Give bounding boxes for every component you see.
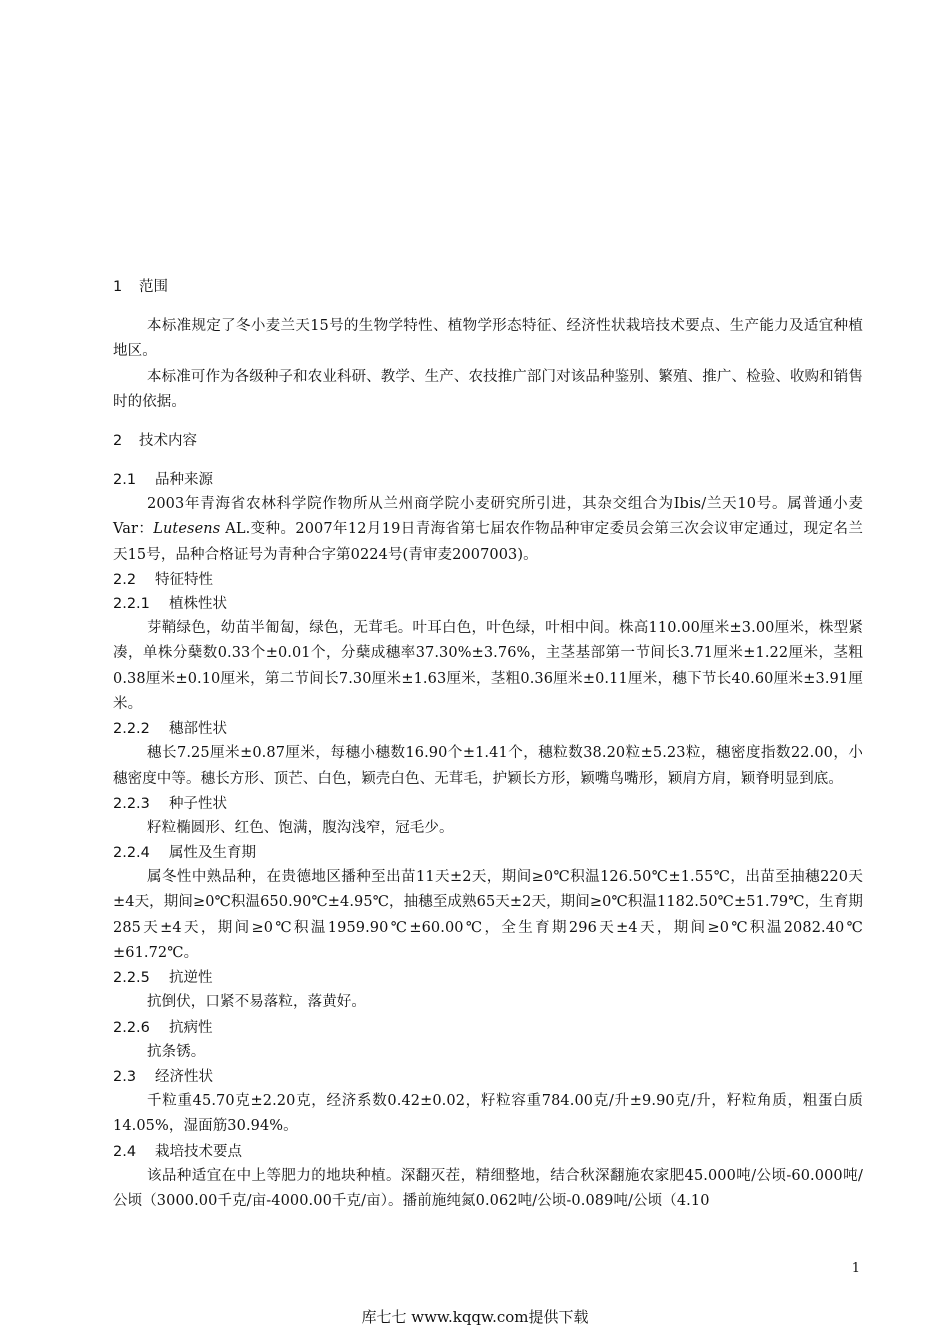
section-number: 2.3 bbox=[113, 1068, 137, 1085]
subsection-heading-spike-traits bbox=[113, 717, 863, 741]
section-number: 2.4 bbox=[113, 1143, 137, 1160]
section-title: 栽培技术要点 bbox=[155, 1143, 242, 1160]
section-number: 2.2.2 bbox=[113, 721, 150, 738]
section-title: 抗逆性 bbox=[169, 970, 213, 987]
subsection-heading-plant-traits bbox=[113, 592, 863, 616]
document-body bbox=[113, 276, 863, 1214]
section-title: 抗病性 bbox=[169, 1019, 213, 1036]
subsection-heading-variety-origin bbox=[113, 468, 863, 492]
seed-traits-paragraph: 籽粒椭圆形、红色、饱满，腹沟浅窄，冠毛少。 bbox=[147, 819, 454, 836]
section-number: 2.2.4 bbox=[113, 845, 150, 862]
section-heading-technical-content bbox=[113, 430, 863, 452]
growth-period-paragraph: 属冬性中熟品种，在贵德地区播种至出苗11天±2天，期间≥0℃积温126.50℃±1.55℃，出苗至抽穗220天±4天，期间≥0℃积温650.90℃±4.95℃，抽穗至成熟65天±2天，期间≥0℃积温1182.50℃±51.79℃，生育期285天±4天，期间≥0℃积温1959.90℃±60.00℃，全生育期296天±4天，期间≥0℃积温2082.40℃±61.72℃。 bbox=[113, 869, 863, 962]
subsection-heading-cultivation bbox=[113, 1140, 863, 1164]
plant-traits-paragraph: 芽鞘绿色，幼苗半匍匐，绿色，无茸毛。叶耳白色，叶色绿，叶相中间。株高110.00厘米±3.00厘米，株型紧凑，单株分蘖数0.33个±0.01个，分蘖成穗率37.30%±3.76%，主茎基部第一节间长3.71厘米±1.22厘米，茎粗0.38厘米±0.10厘米，第二节间长7.30厘米±1.63厘米，茎粗0.36厘米±0.11厘米，穗下节长40.60厘米±3.91厘米。 bbox=[113, 620, 863, 712]
download-footer: 库七七 www.kqqw.com提供下载 bbox=[361, 1308, 589, 1326]
subsection-heading-characteristics bbox=[113, 568, 863, 592]
cultivation-paragraph: 该品种适宜在中上等肥力的地块种植。深翻灭茬，精细整地，结合秋深翻施农家肥45.000吨/公顷-60.000吨/公顷（3000.00千克/亩-4000.00千克/亩）。播前施纯氮0.062吨/公顷-0.089吨/公顷（4.10 bbox=[113, 1167, 863, 1209]
subsection-heading-disease-resistance bbox=[113, 1016, 863, 1040]
section-title: 经济性状 bbox=[155, 1068, 213, 1085]
section-number: 2.2.3 bbox=[113, 795, 150, 812]
section-title: 属性及生育期 bbox=[169, 845, 256, 862]
subsection-heading-stress-resistance bbox=[113, 966, 863, 990]
section-title: 技术内容 bbox=[139, 433, 197, 450]
section-title: 穗部性状 bbox=[169, 721, 227, 738]
section-number: 2.2 bbox=[113, 572, 137, 589]
paragraph-text: 2003年青海省农林科学院作物所从兰州商学院小麦研究所引进，其杂交组合为Ibis/兰天10号。属普通小麦Var： bbox=[113, 496, 863, 538]
disease-resistance-paragraph: 抗条锈。 bbox=[147, 1043, 206, 1060]
subsection-heading-growth-period bbox=[113, 841, 863, 865]
subsection-heading-seed-traits bbox=[113, 792, 863, 816]
section-number: 1 bbox=[113, 279, 123, 295]
subsection-heading-economic-traits bbox=[113, 1065, 863, 1089]
stress-resistance-paragraph: 抗倒伏，口紧不易落粒，落黄好。 bbox=[147, 994, 366, 1011]
section-number: 2.2.1 bbox=[113, 596, 150, 613]
section-title: 植株性状 bbox=[169, 596, 227, 613]
section-title: 品种来源 bbox=[155, 472, 213, 489]
scope-paragraph-1: 本标准规定了冬小麦兰天15号的生物学特性、植物学形态特征、经济性状栽培技术要点、生产能力及适宜种植地区。 bbox=[113, 318, 863, 360]
italic-variety-name: Lutesens bbox=[153, 521, 221, 538]
section-number: 2.2.6 bbox=[113, 1019, 150, 1036]
section-number: 2.2.5 bbox=[113, 970, 150, 987]
section-number: 2.1 bbox=[113, 472, 137, 489]
section-heading-scope bbox=[113, 276, 863, 298]
paragraph-text: AL.变种。2007年12月19日青海省第七届农作物品种审定委员会第三次会议审定通过，现定名兰天15号，品种合格证号为青种合字第0224号(青审麦2007003)。 bbox=[113, 521, 863, 563]
section-title: 特征特性 bbox=[155, 572, 213, 589]
page-number: 1 bbox=[851, 1261, 860, 1276]
section-title: 范围 bbox=[139, 279, 168, 295]
economic-traits-paragraph: 千粒重45.70克±2.20克，经济系数0.42±0.02，籽粒容重784.00克/升±9.90克/升，籽粒角质，粗蛋白质14.05%，湿面筋30.94%。 bbox=[113, 1092, 863, 1135]
scope-paragraph-2: 本标准可作为各级种子和农业科研、教学、生产、农技推广部门对该品种鉴别、繁殖、推广、检验、收购和销售时的依据。 bbox=[113, 368, 863, 410]
spike-traits-paragraph: 穗长7.25厘米±0.87厘米，每穗小穗数16.90个±1.41个，穗粒数38.20粒±5.23粒，穗密度指数22.00，小穗密度中等。穗长方形、顶芒、白色，颖壳白色、无茸毛，护颖长方形，颖嘴鸟嘴形，颖肩方肩，颖脊明显到底。 bbox=[113, 745, 863, 787]
section-title: 种子性状 bbox=[169, 795, 227, 812]
variety-origin-paragraph bbox=[113, 492, 863, 568]
section-number: 2 bbox=[113, 433, 123, 450]
